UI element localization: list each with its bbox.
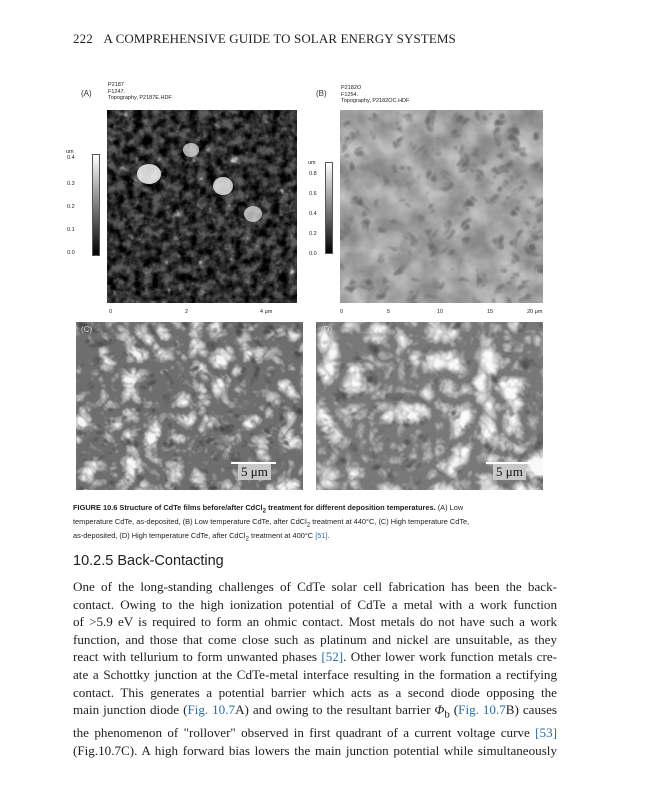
panel-d-sem-image	[316, 322, 543, 490]
panel-a-z-tick: 0.0	[67, 250, 75, 256]
phi-subscript: b	[444, 708, 450, 721]
caption-line	[73, 503, 558, 517]
body-line	[73, 648, 557, 666]
section-title: Back-Contacting	[117, 553, 224, 569]
panel-c-sem-image	[76, 322, 303, 490]
body-text: the phenomenon of "rollover" observed in first quadrant of a current voltage curve	[73, 725, 536, 741]
panel-b-x-tick: 5	[387, 309, 391, 315]
page-number: 222	[73, 31, 93, 46]
panel-b-meta	[341, 85, 409, 105]
citation-link[interactable]: [52]	[321, 649, 344, 665]
running-head	[73, 31, 456, 47]
caption-bold: FIGURE 10.6 Structure of CdTe films before/after CdCl	[73, 503, 263, 512]
panel-b-z-tick: 0.4	[309, 211, 317, 217]
panel-b-colorbar	[325, 162, 333, 254]
caption-text: treatment at 400°C	[248, 530, 316, 540]
caption-line	[73, 517, 558, 531]
caption-sub: 2	[306, 521, 311, 529]
panel-b-afm-texture	[340, 110, 543, 303]
panel-b-z-tick: 0.6	[309, 191, 317, 197]
figure-caption	[73, 503, 558, 544]
body-text: react with tellurium to form unwanted phases	[73, 649, 322, 665]
body-paragraph	[73, 578, 557, 760]
body-line: One of the long-standing challenges of CdTe solar cell fabrication has been the back-	[73, 579, 557, 594]
figure-link[interactable]: Fig. 10.7	[458, 702, 506, 718]
body-text: B) causes	[505, 702, 558, 718]
panel-a-z-tick: 0.3	[67, 181, 75, 187]
caption-sub: 2	[262, 507, 267, 515]
citation-link[interactable]: [51]	[315, 530, 328, 540]
panel-a-meta-line: Topography, P2187E.HDF	[108, 95, 172, 101]
body-line: contact. This generates a potential barrier which acts as a second diode opposing the	[73, 684, 557, 700]
panel-c-scale-bar-label: 5 μm	[238, 464, 271, 480]
citation-link[interactable]: [53]	[535, 725, 557, 741]
body-line: function, and those that come close such as platinum and nickel are unsuitable, as they	[73, 631, 557, 647]
panel-a-afm-texture	[107, 110, 297, 303]
body-text: (	[449, 702, 459, 718]
body-line	[73, 724, 557, 742]
section-number: 10.2.5	[73, 553, 114, 569]
panel-b-z-tick: 0.0	[309, 251, 317, 257]
panel-b-z-tick: 0.8	[309, 171, 317, 177]
panel-a-x-tick: 0	[109, 309, 113, 315]
panel-a-label: (A)	[81, 89, 92, 98]
body-text: A) and owing to the resultant barrier	[235, 702, 435, 718]
body-line: of >5.9 eV is required to form an ohmic contact. Most metals do not have such a work	[73, 614, 557, 630]
panel-a-colorbar	[92, 154, 100, 256]
caption-text: (A) Low	[435, 503, 464, 512]
panel-a-afm-image	[107, 110, 297, 303]
figure-link[interactable]: Fig. 10.7	[187, 702, 236, 718]
panel-b-meta-line: P2182O	[341, 85, 362, 91]
panel-a-z-tick: 0.4	[67, 155, 75, 161]
panel-a-z-tick: 0.1	[67, 227, 75, 233]
panel-a-meta	[108, 82, 172, 102]
panel-b-afm-image	[340, 110, 543, 303]
body-line: (Fig.10.7C). A high forward bias lowers the main junction potential while simultaneously	[73, 742, 557, 758]
caption-text: temperature CdTe, as-deposited, (B) Low temperature CdTe, after CdCl	[73, 516, 307, 526]
panel-a-x-tick: 4 μm	[260, 309, 273, 315]
body-line: contact. Owing to the high ionization potential of CdTe a metal with a work function	[73, 596, 557, 612]
panel-b-meta-line: F1254.	[341, 91, 359, 98]
panel-b-label: (B)	[316, 89, 327, 98]
panel-d-label: (D)	[321, 325, 333, 334]
panel-b-z-tick: 0.2	[309, 231, 317, 237]
section-heading	[73, 553, 224, 569]
caption-text: .	[327, 530, 330, 540]
panel-d-scale-bar-label: 5 μm	[493, 464, 526, 480]
panel-b-x-tick: 10	[437, 309, 444, 315]
panel-b-meta-line: Topography, P2182OC.HDF	[341, 98, 410, 104]
caption-text: treatment at 440°C, (C) High temperature CdTe,	[310, 516, 470, 526]
panel-b-x-tick: 15	[487, 309, 494, 315]
body-text: . Other lower work function metals cre-	[343, 649, 558, 665]
panel-a-meta-line: F1247.	[108, 88, 126, 95]
body-line: ate a Schottky junction at the CdTe-metal interface resulting in the formation a rectifying	[73, 666, 557, 682]
panel-a-x-tick: 2	[185, 309, 189, 315]
panel-b-z-unit: um	[308, 160, 316, 166]
body-text: main junction diode (	[73, 702, 188, 718]
phi-symbol: Φ	[434, 702, 445, 718]
caption-line	[73, 531, 558, 545]
caption-text: as-deposited, (D) High temperature CdTe, after CdCl	[73, 530, 246, 540]
caption-sub: 2	[245, 535, 249, 542]
panel-a-z-unit: um	[66, 149, 74, 155]
panel-b-x-tick: 20 μm	[527, 309, 543, 315]
panel-a-meta-line: P2187	[108, 82, 124, 88]
panel-c-label: (C)	[81, 325, 93, 334]
book-title: A COMPREHENSIVE GUIDE TO SOLAR ENERGY SYSTEMS	[103, 31, 456, 46]
caption-bold-end: treatment for different deposition temperatures.	[266, 503, 436, 512]
panel-b-x-tick: 0	[340, 309, 344, 315]
panel-a-z-tick: 0.2	[67, 204, 75, 210]
body-line	[73, 701, 557, 724]
